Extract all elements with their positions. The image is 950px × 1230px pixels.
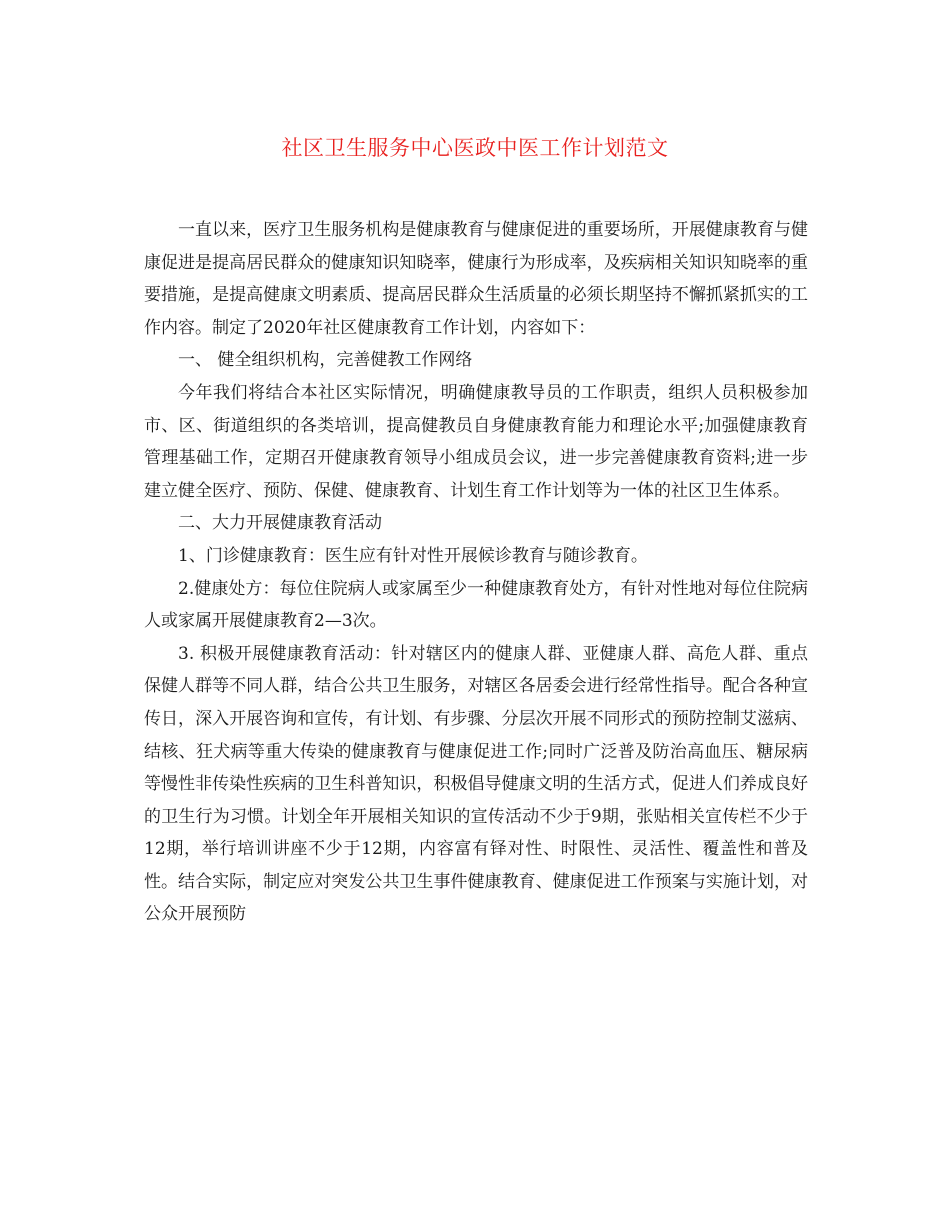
paragraph-organization: 今年我们将结合本社区实际情况，明确健康教导员的工作职责，组织人员积极参加市、区、街道组织的各类培训，提高健教员自身健康教育能力和理论水平;加强健康教育管理基础工作，定期召开健康教育领导小组成员会议，进一步完善健康教育资料;进一步建立健全医疗、预防、保健、健康教育、计划生育工作计划等为一体的社区卫生体系。 [144,382,808,501]
section-heading-1: 一、 健全组织机构，完善健教工作网络 [178,350,473,371]
document-body [144,214,808,931]
list-item-prescription: 2.健康处方：每位住院病人或家属至少一种健康教育处方，有针对性地对每位住院病人或家属开展健康教育2—3次。 [144,578,808,632]
document-title: 社区卫生服务中心医政中医工作计划范文 [281,136,669,160]
list-item-activities: 3. 积极开展健康教育活动：针对辖区内的健康人群、亚健康人群、高危人群、重点保健人群等不同人群，结合公共卫生服务，对辖区各居委会进行经常性指导。配合各种宣传日，深入开展咨询和宣传，有计划、有步骤、分层次开展不同形式的预防控制艾滋病、结核、狂犬病等重大传染的健康教育与健康促进工作;同时广泛普及防治高血压、糖尿病等慢性非传染性疾病的卫生科普知识，积极倡导健康文明的生活方式，促进人们养成良好的卫生行为习惯。计划全年开展相关知识的宣传活动不少于9期，张贴相关宣传栏不少于12期，举行培训讲座不少于12期，内容富有铎对性、时限性、灵活性、覆盖性和普及性。结合实际，制定应对突发公共卫生事件健康教育、健康促进工作预案与实施计划，对公众开展预防 [144,643,808,925]
section-heading-2: 二、大力开展健康教育活动 [178,513,382,534]
paragraph-intro: 一直以来，医疗卫生服务机构是健康教育与健康促进的重要场所，开展健康教育与健康促进是提高居民群众的健康知识知晓率，健康行为形成率，及疾病相关知识知晓率的重要措施，是提高健康文明素质、提高居民群众生活质量的必须长期坚持不懈抓紧抓实的工作内容。制定了2020年社区健康教育工作计划，内容如下： [144,220,808,338]
list-item-outpatient: 1、门诊健康教育：医生应有针对性开展候诊教育与随诊教育。 [178,545,648,566]
